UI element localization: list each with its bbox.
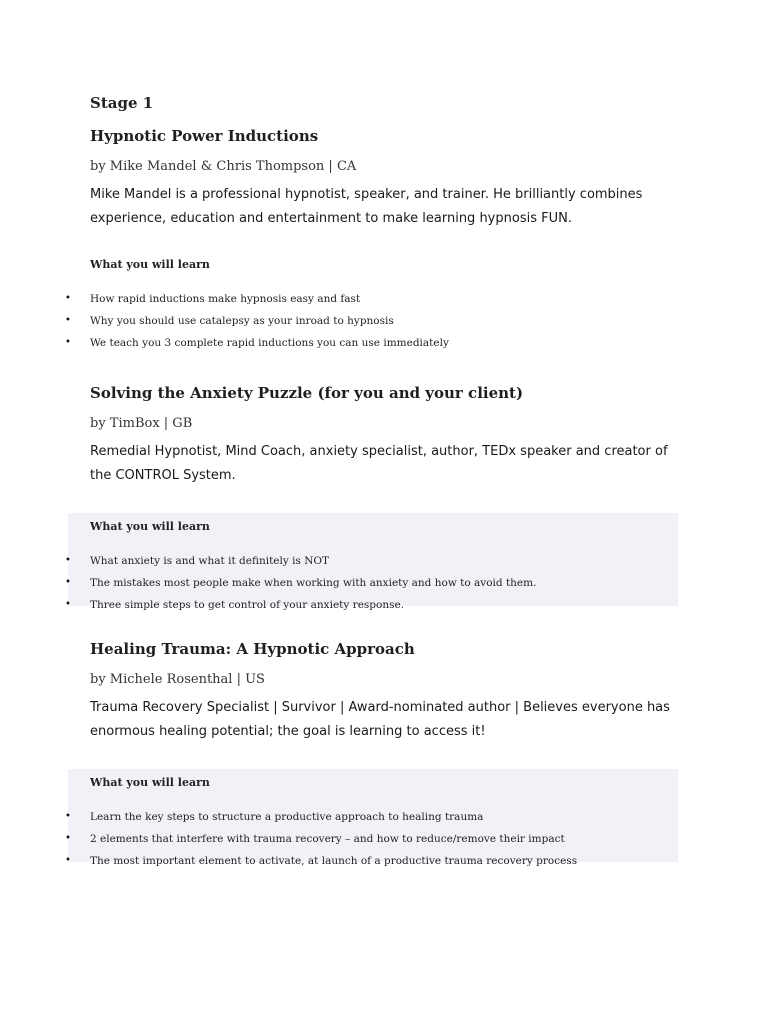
session-title: Healing Trauma: A Hypnotic Approach bbox=[90, 640, 415, 658]
session-speaker: by Mike Mandel & Chris Thompson | CA bbox=[90, 159, 357, 174]
bullet-icon: • bbox=[65, 293, 71, 304]
list-item bbox=[65, 576, 678, 598]
bullet-icon: • bbox=[65, 811, 71, 822]
session-bio: Mike Mandel is a professional hypnotist, speaker, and trainer. He brilliantly combines experience, education and entertainment to make learning hypnosis FUN. bbox=[90, 187, 643, 226]
learn-box-2 bbox=[65, 513, 678, 611]
session-speaker: by TimBox | GB bbox=[90, 416, 193, 431]
list-item-text: Why you should use catalepsy as your inroad to hypnosis bbox=[90, 315, 394, 327]
stage-title: Stage 1 bbox=[90, 94, 154, 112]
learn-heading: What you will learn bbox=[90, 520, 210, 533]
list-item-text: What anxiety is and what it definitely is NOT bbox=[90, 555, 330, 567]
learn-list bbox=[65, 554, 678, 620]
learn-list bbox=[65, 292, 678, 358]
list-item bbox=[65, 810, 678, 832]
session-speaker: by Michele Rosenthal | US bbox=[90, 672, 265, 687]
learn-box-1 bbox=[65, 251, 678, 355]
list-item-text: We teach you 3 complete rapid inductions you can use immediately bbox=[90, 337, 449, 349]
session-bio: Remedial Hypnotist, Mind Coach, anxiety specialist, author, TEDx speaker and creator of the CONTROL System. bbox=[90, 444, 668, 483]
bullet-icon: • bbox=[65, 855, 71, 866]
list-item-text: Learn the key steps to structure a productive approach to healing trauma bbox=[90, 811, 484, 823]
learn-heading: What you will learn bbox=[90, 258, 210, 271]
bullet-icon: • bbox=[65, 555, 71, 566]
learn-box-3 bbox=[65, 769, 678, 867]
list-item-text: 2 elements that interfere with trauma recovery – and how to reduce/remove their impact bbox=[90, 833, 565, 845]
session-bio: Trauma Recovery Specialist | Survivor | Award-nominated author | Believes everyone has enormous healing potential; the goal is learning to access it! bbox=[90, 700, 670, 739]
list-item-text: The most important element to activate, at launch of a productive trauma recovery process bbox=[90, 855, 578, 867]
list-item bbox=[65, 854, 678, 876]
bullet-icon: • bbox=[65, 599, 71, 610]
session-title: Hypnotic Power Inductions bbox=[90, 127, 319, 145]
bullet-icon: • bbox=[65, 577, 71, 588]
list-item-text: Three simple steps to get control of your anxiety response. bbox=[90, 599, 405, 611]
bullet-icon: • bbox=[65, 833, 71, 844]
list-item-text: The mistakes most people make when working with anxiety and how to avoid them. bbox=[90, 577, 537, 589]
list-item bbox=[65, 832, 678, 854]
list-item bbox=[65, 336, 678, 358]
list-item bbox=[65, 554, 678, 576]
list-item bbox=[65, 314, 678, 336]
bullet-icon: • bbox=[65, 337, 71, 348]
list-item bbox=[65, 292, 678, 314]
list-item-text: How rapid inductions make hypnosis easy and fast bbox=[90, 293, 361, 305]
learn-heading: What you will learn bbox=[90, 776, 210, 789]
bullet-icon: • bbox=[65, 315, 71, 326]
session-title: Solving the Anxiety Puzzle (for you and your client) bbox=[90, 384, 524, 402]
list-item bbox=[65, 598, 678, 620]
learn-list bbox=[65, 810, 678, 876]
